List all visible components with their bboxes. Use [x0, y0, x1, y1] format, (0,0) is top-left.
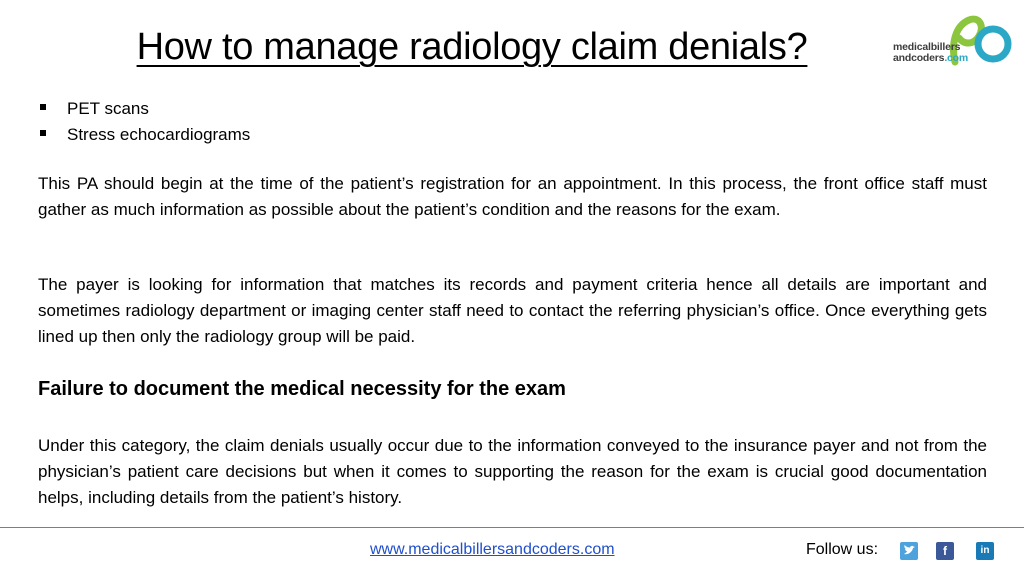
bullet-list: [38, 96, 250, 147]
logo-line2: andcoders: [893, 52, 945, 64]
company-logo[interactable]: [893, 14, 1013, 72]
linkedin-glyph: in: [980, 545, 990, 556]
twitter-bird-icon: [900, 542, 918, 560]
logo-line2-suffix: .com: [944, 52, 969, 64]
paragraph-category: Under this category, the claim denials usually occur due to the information conveyed to the insurance payer and not from the physician’s patient care decisions but when it comes to supporting the reason for the exam is crucial good documentation helps, including details from the patient’s history.: [38, 436, 987, 507]
list-item: PET scans: [38, 96, 250, 122]
paragraph-payer: The payer is looking for information that matches its records and payment criteria hence all details are important and sometimes radiology department or imaging center staff need to contact the referring physician’s office. Once everything gets lined up then only the radiology group will be paid.: [38, 275, 987, 346]
logo-line1: medicalbillers: [893, 41, 961, 53]
footer-divider: [0, 527, 1024, 528]
page-title: How to manage radiology claim denials?: [136, 26, 808, 68]
facebook-glyph: f: [943, 544, 947, 558]
logo-text: [893, 42, 968, 64]
follow-us-label: Follow us:: [806, 541, 879, 558]
linkedin-icon[interactable]: [976, 542, 994, 560]
website-link[interactable]: www.medicalbillersandcoders.com: [370, 541, 615, 558]
paragraph-registration: This PA should begin at the time of the patient’s registration for an appointment. In this process, the front office staff must gather as much information as possible about the patient’s condition and the reasons for the exam.: [38, 174, 987, 219]
twitter-icon[interactable]: [900, 542, 918, 560]
facebook-icon[interactable]: [936, 542, 954, 560]
list-item: Stress echocardiograms: [38, 122, 250, 148]
section-heading: Failure to document the medical necessity for the exam: [38, 378, 566, 400]
